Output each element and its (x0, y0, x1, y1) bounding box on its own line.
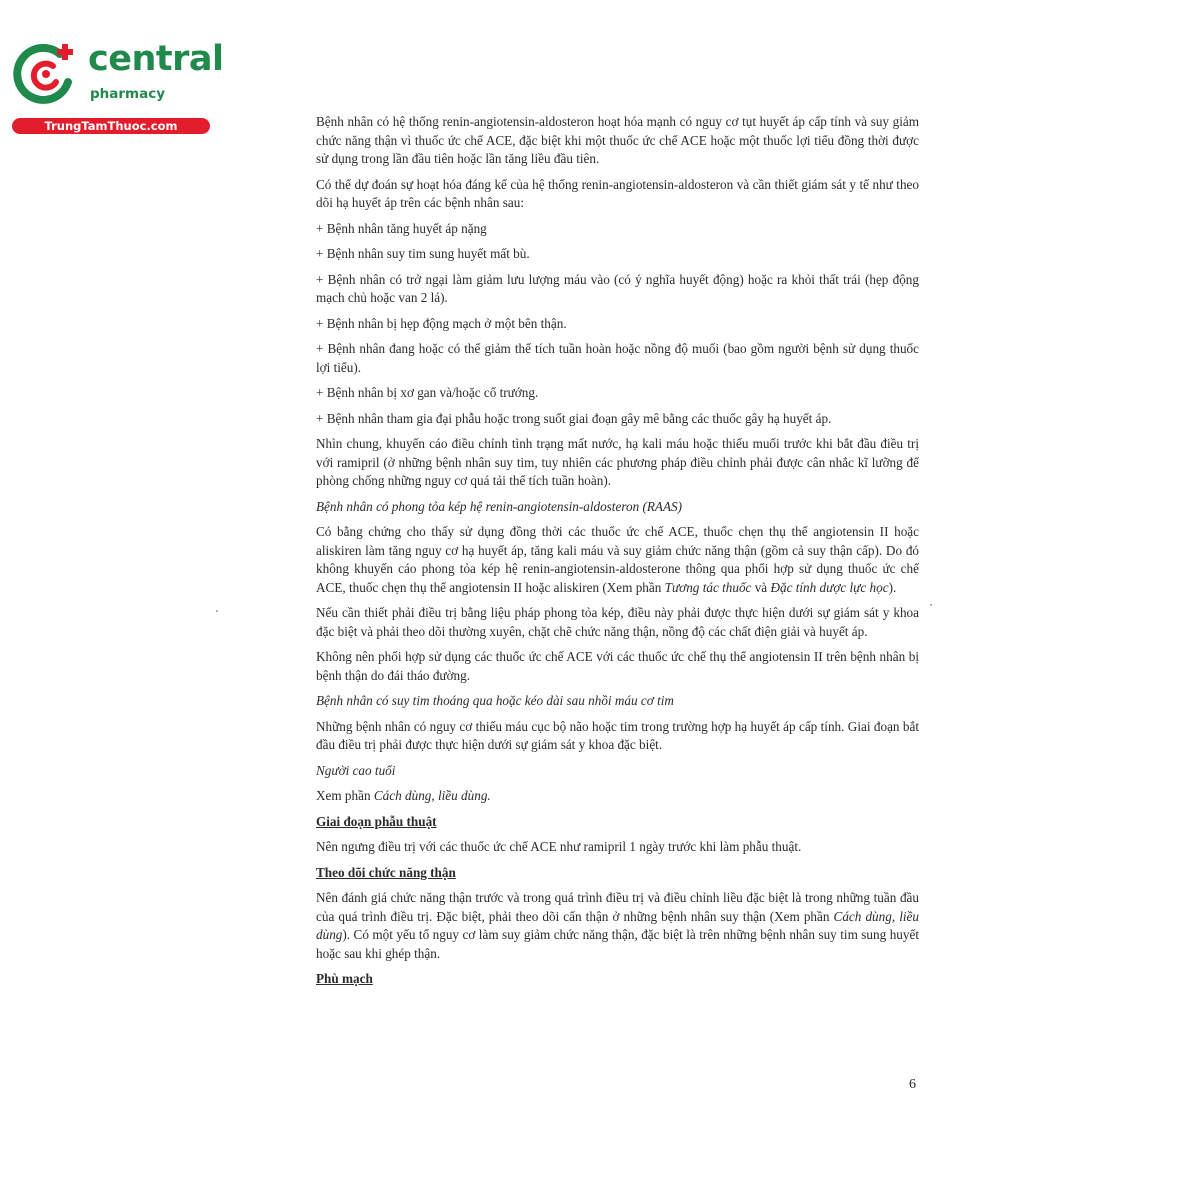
list-item: + Bệnh nhân bị xơ gan và/hoặc cổ trướng. (316, 385, 539, 400)
paragraph: Nếu cần thiết phải điều trị bằng liệu pháp phong tỏa kép, điều này phải được thực hiện dưới sự giám sát y khoa đặc biệt và phải theo dõi thường xuyên, chặt chẽ chức năng thận, nồng độ các chất điện giải và huyết áp. (316, 605, 919, 639)
brand-subtitle: pharmacy (90, 86, 166, 102)
central-pharmacy-logo (10, 38, 224, 138)
text-run: và (751, 579, 771, 595)
italic-reference: Cách dùng, liều dùng (316, 908, 919, 942)
text-run: ). (888, 579, 897, 595)
text-run: Xem phần (316, 788, 374, 803)
paragraph (316, 523, 919, 597)
paragraph: Nhìn chung, khuyến cáo điều chỉnh tình trạng mất nước, hạ kali máu hoặc thiếu muối trước khi bắt đầu điều trị với ramipril (ở những bệnh nhân suy tim, tuy nhiên các phương pháp điều chỉnh phải được cân nhắc kĩ lưỡng để phòng chống những nguy cơ quá tải thể tích tuần hoàn). (316, 436, 919, 488)
list-item: + Bệnh nhân tham gia đại phẫu hoặc trong suốt giai đoạn gây mê bằng các thuốc gây hạ huyết áp. (316, 410, 832, 426)
text-run: Nên đánh giá chức năng thận trước và trong quá trình điều trị và điều chỉnh liều đặc biệt là trong những tuần đầu của quá trình điều trị. Đặc biệt, phải theo dõi cẩn thận ở những bệnh nhân suy thận (Xem phần (316, 890, 919, 924)
page-number: 6 (909, 1077, 916, 1092)
subheading: Bệnh nhân có suy tim thoáng qua hoặc kéo dài sau nhồi máu cơ tim (316, 693, 674, 708)
paragraph: Nên ngưng điều trị với các thuốc ức chế ACE như ramipril 1 ngày trước khi làm phẫu thuật. (316, 839, 802, 854)
brand-name: central (88, 39, 224, 79)
italic-reference: Tương tác thuốc (664, 579, 752, 595)
subheading: Bệnh nhân có phong tỏa kép hệ renin-angiotensin-aldosteron (RAAS) (316, 498, 682, 514)
list-item: + Bệnh nhân có trở ngại làm giảm lưu lượng máu vào (có ý nghĩa huyết động) hoặc ra khỏi thất trái (hẹp động mạch chủ hoặc van 2 lá). (316, 271, 919, 305)
scan-speck (930, 604, 932, 606)
italic-reference: Cách dùng, liều dùng. (373, 788, 491, 803)
section-heading: Giai đoạn phẫu thuật (316, 813, 437, 829)
brand-url-badge: TrungTamThuoc.com (12, 118, 210, 134)
document-body (316, 113, 919, 996)
paragraph: Những bệnh nhân có nguy cơ thiếu máu cục bộ não hoặc tim trong trường hợp hạ huyết áp cấp tính. Giai đoạn bắt đầu điều trị phải được thực hiện dưới sự giám sát y khoa đặc biệt. (316, 718, 919, 752)
paragraph (316, 787, 919, 806)
paragraph: Có thể dự đoán sự hoạt hóa đáng kể của hệ thống renin-angiotensin-aldosteron và cần thiết giám sát y tế như theo dõi hạ huyết áp trên các bệnh nhân sau: (316, 176, 919, 210)
text-run: ). Có một yếu tố nguy cơ làm suy giảm chức năng thận, đặc biệt là trên những bệnh nhân suy tim sung huyết hoặc sau khi ghép thận. (316, 927, 919, 961)
list-item: + Bệnh nhân tăng huyết áp nặng (316, 220, 487, 236)
paragraph: Bệnh nhân có hệ thống renin-angiotensin-aldosteron hoạt hóa mạnh có nguy cơ tụt huyết áp cấp tính và suy giảm chức năng thận vì thuốc ức chế ACE, đặc biệt khi một thuốc ức chế ACE hoặc một thuốc lợi tiểu đồng thời được sử dụng trong lần đầu tiên hoặc lần tăng liều đầu tiên. (316, 114, 919, 166)
scan-speck (216, 610, 218, 612)
subheading: Người cao tuổi (316, 762, 396, 778)
list-item: + Bệnh nhân đang hoặc có thể giảm thể tích tuần hoàn hoặc nồng độ muối (bao gồm người bệnh sử dụng thuốc lợi tiểu). (316, 341, 919, 375)
italic-reference: Đặc tính dược lực học (770, 579, 889, 595)
paragraph: Không nên phối hợp sử dụng các thuốc ức chế ACE với các thuốc ức chế thụ thể angiotensin II trên bệnh nhân bị bệnh thận do đái tháo đường. (316, 649, 919, 683)
list-item: + Bệnh nhân bị hẹp động mạch ở một bên thận. (316, 315, 567, 331)
text-run: Có bằng chứng cho thấy sử dụng đồng thời các thuốc ức chế ACE, thuốc chẹn thụ thể angiotensin II hoặc aliskiren làm tăng nguy cơ hạ huyết áp, tăng kali máu và suy giảm chức năng thận (gồm cả suy thận cấp). Do đó không khuyến cáo phong tỏa kép hệ renin-angiotensin-aldosterone thông qua phối hợp sử dụng thuốc ức chế ACE, thuốc chẹn thụ thể angiotensin II hoặc aliskiren (Xem phần (316, 524, 919, 595)
pharmacy-logo-icon (10, 38, 82, 110)
section-heading: Theo dõi chức năng thận (316, 864, 456, 880)
section-heading: Phù mạch (316, 971, 373, 986)
list-item: + Bệnh nhân suy tim sung huyết mất bù. (316, 246, 530, 261)
paragraph (316, 889, 919, 963)
